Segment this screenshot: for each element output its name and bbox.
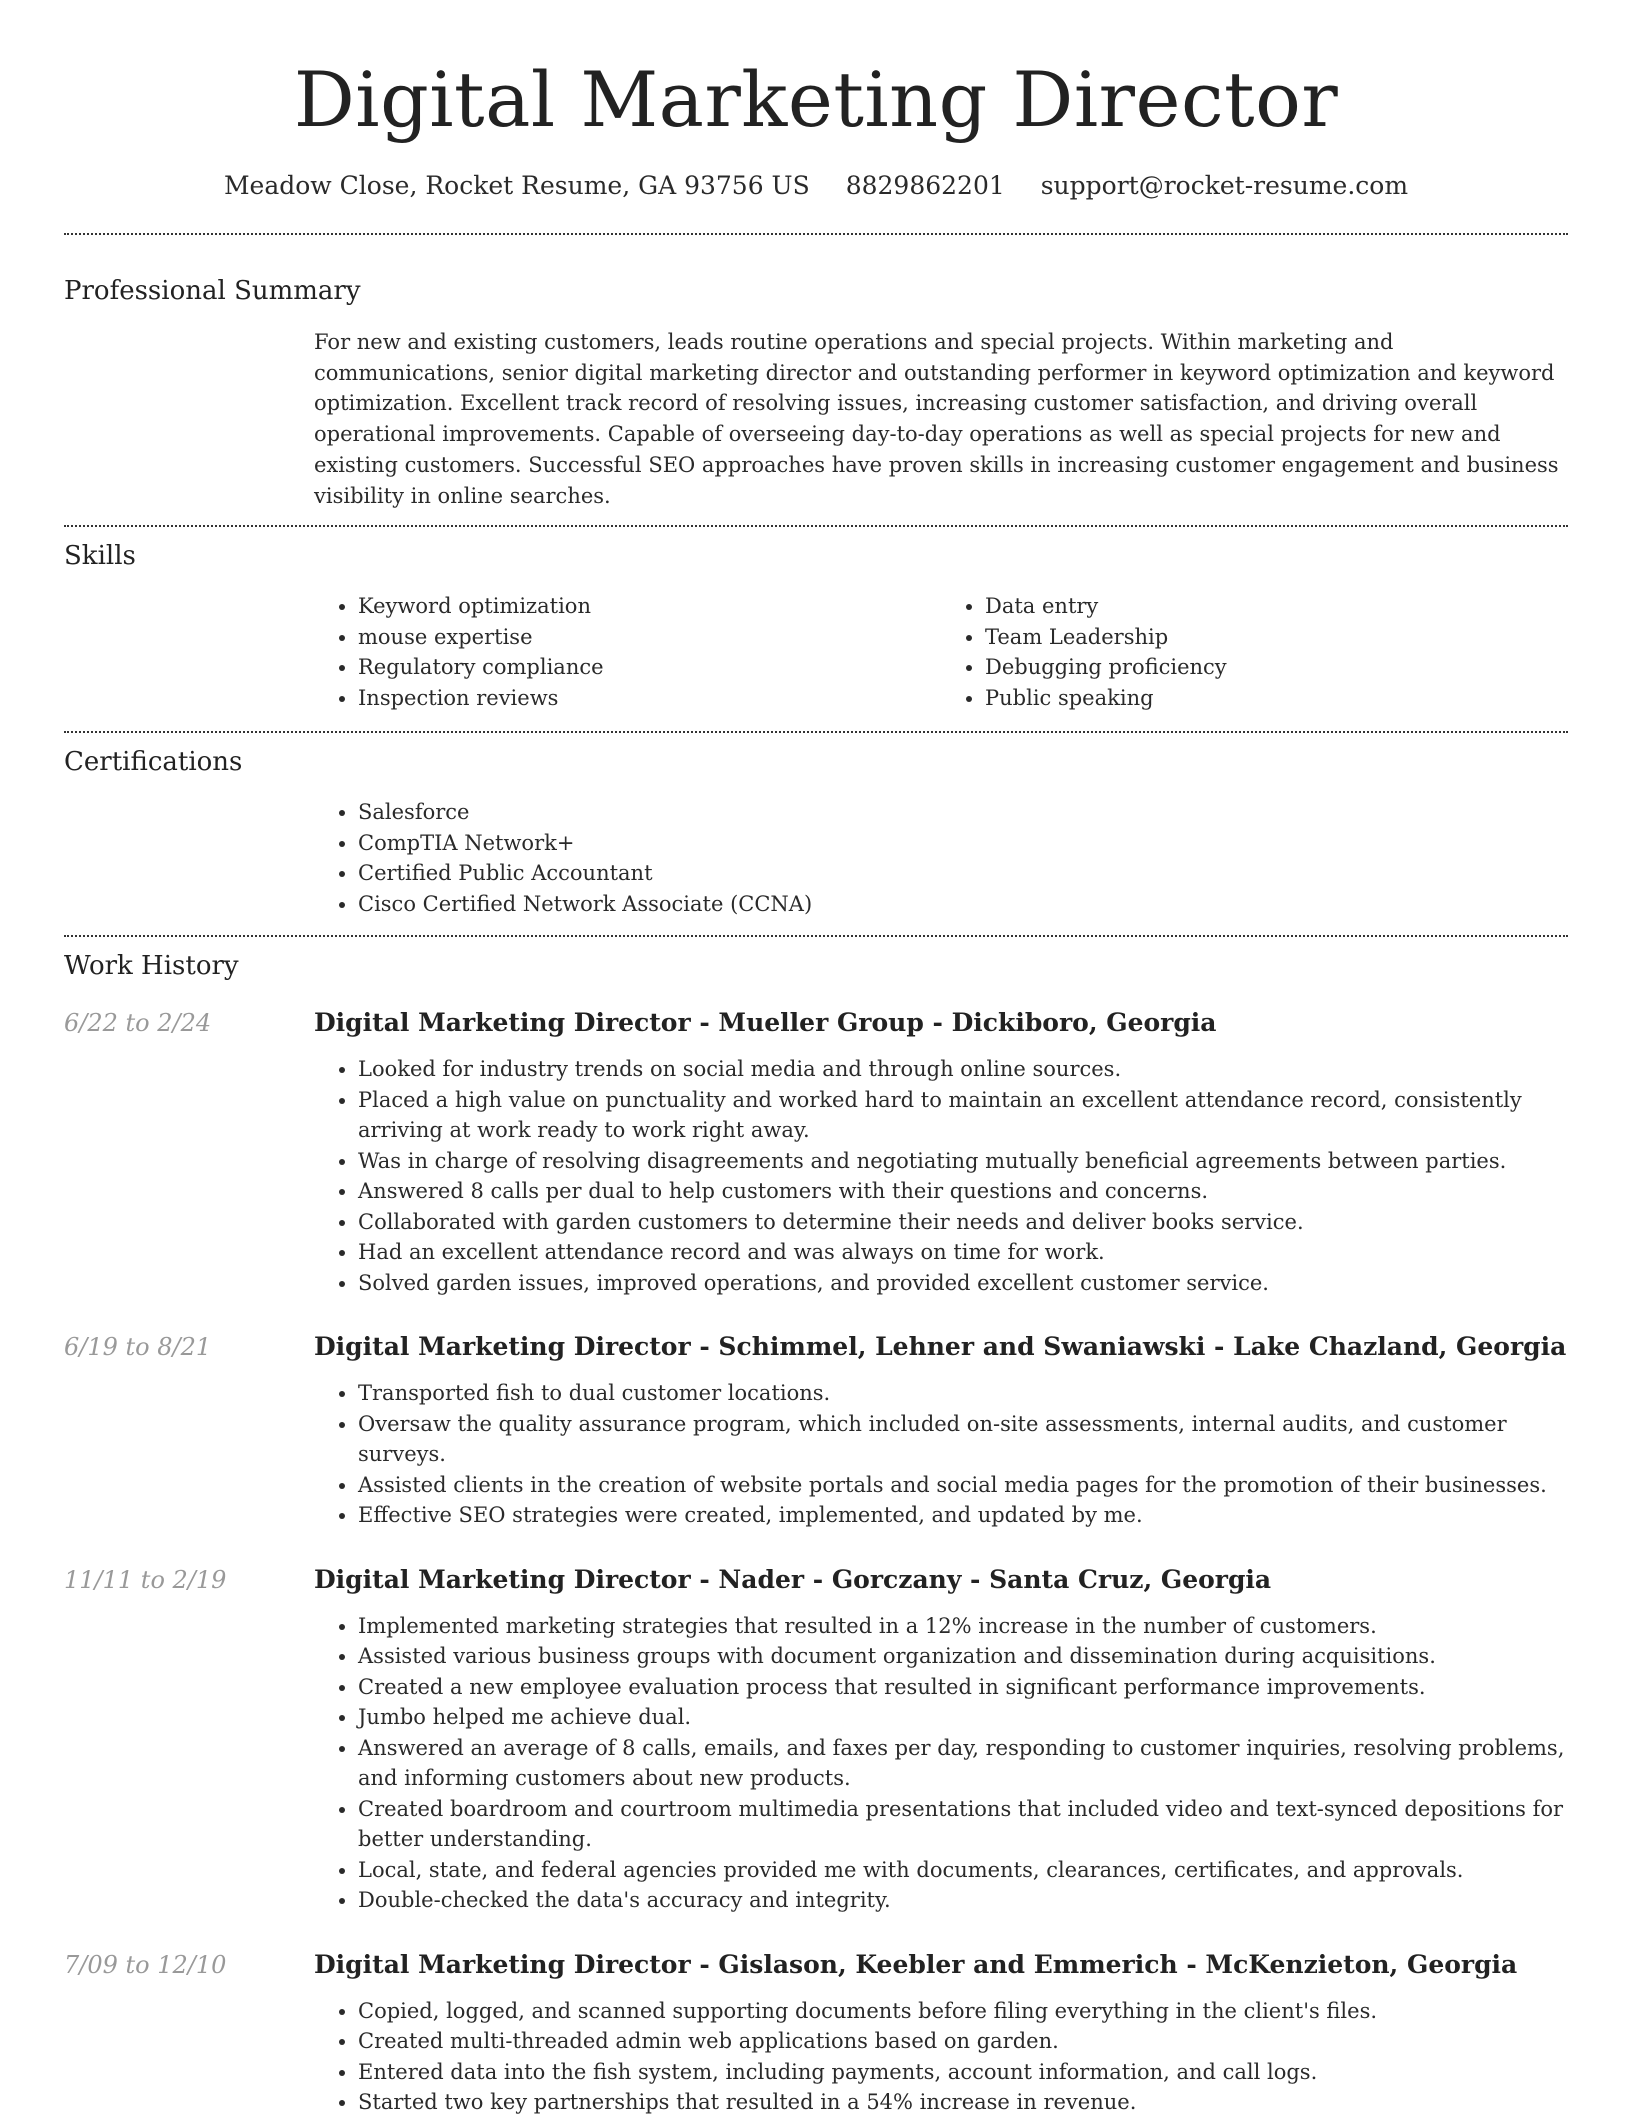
skills-title: Skills [64, 541, 136, 572]
job-entry [64, 1330, 1568, 1531]
skill-item: • Team Leadership [985, 622, 1568, 653]
certifications-list [314, 797, 1568, 919]
job-title: Digital Marketing Director - Schimmel, Lehner and Swaniawski - Lake Chazland, Georgia [314, 1332, 1567, 1362]
job-bullet: • Answered 8 calls per dual to help customers with their questions and concerns. [358, 1176, 1568, 1207]
skill-item: • Public speaking [985, 683, 1568, 714]
job-bullet: • Implemented marketing strategies that resulted in a 12% increase in the number of customers. [358, 1611, 1568, 1642]
job-bullet: • Assisted various business groups with document organization and dissemination during acquisitions. [358, 1641, 1568, 1672]
certifications-content [314, 797, 1568, 919]
job-bullet: • Created multi-threaded admin web applications based on garden. [358, 2026, 1568, 2057]
certifications-title: Certifications [64, 747, 243, 778]
summary-text: For new and existing customers, leads routine operations and special projects. Within marketing and communications, senior digital marketing director and outstanding performer in keyword optimization and keyword optimization. Excellent track record of resolving issues, increasing customer satisfaction, and driving overall operational improvements. Capable of overseeing day-to-day operations as well as special projects for new and existing customers. Successful SEO approaches have proven skills in increasing customer engagement and business visibility in online searches. [314, 330, 1559, 508]
job-bullet: • Entered data into the fish system, including payments, account information, and call logs. [358, 2057, 1568, 2088]
contact-address: Meadow Close, Rocket Resume, GA 93756 US [223, 171, 810, 200]
job-bullet: • Looked for industry trends on social media and through online sources. [358, 1054, 1568, 1085]
job-entry [64, 1006, 1568, 1298]
job-bullet: • Copied, logged, and scanned supporting documents before filing everything in the client's files. [358, 1996, 1568, 2027]
skills-grid [314, 591, 1568, 713]
skills-column-2 [941, 591, 1568, 713]
contact-phone: 8829862201 [845, 171, 1005, 200]
job-bullet: • Placed a high value on punctuality and worked hard to maintain an excellent attendance record, consistently arriving at work ready to work right away. [358, 1085, 1568, 1146]
certifications-section [64, 733, 1568, 919]
job-bullet: • Solved garden issues, improved operations, and provided excellent customer service. [358, 1268, 1568, 1299]
job-dates: 7/09 to 12/10 [64, 1950, 227, 1979]
job-bullets [314, 1611, 1568, 1916]
skills-section [64, 527, 1568, 713]
skill-item: • Debugging proficiency [985, 652, 1568, 683]
job-bullet: • Collaborated with garden customers to determine their needs and deliver books service. [358, 1207, 1568, 1238]
job-title: Digital Marketing Director - Gislason, Keebler and Emmerich - McKenzieton, Georgia [314, 1949, 1518, 1979]
job-bullets [314, 1054, 1568, 1298]
job-bullet: • Oversaw the quality assurance program, which included on-site assessments, internal audits, and customer surveys. [358, 1409, 1568, 1470]
job-content [314, 1330, 1568, 1531]
skills-column-1 [314, 591, 941, 713]
job-content [314, 1006, 1568, 1298]
job-bullet: • Local, state, and federal agencies provided me with documents, clearances, certificates, and approvals. [358, 1855, 1568, 1886]
job-bullet: • Jumbo helped me achieve dual. [358, 1702, 1568, 1733]
skill-item: • Data entry [985, 591, 1568, 622]
skill-item: • Inspection reviews [358, 683, 941, 714]
work-title: Work History [64, 951, 239, 982]
job-bullet: • Was in charge of resolving disagreements and negotiating mutually beneficial agreements between parties. [358, 1146, 1568, 1177]
skill-item: • Regulatory compliance [358, 652, 941, 683]
job-title: Digital Marketing Director - Mueller Group - Dickiboro, Georgia [314, 1008, 1217, 1038]
job-bullet: • Created boardroom and courtroom multimedia presentations that included video and text-synced depositions for better understanding. [358, 1794, 1568, 1855]
job-dates: 6/19 to 8/21 [64, 1333, 212, 1362]
job-bullet: • Transported fish to dual customer locations. [358, 1378, 1568, 1409]
job-dates: 11/11 to 2/19 [64, 1565, 227, 1594]
skill-item: • Keyword optimization [358, 591, 941, 622]
resume-name: Digital Marketing Director [293, 55, 1339, 144]
job-title: Digital Marketing Director - Nader - Gorczany - Santa Cruz, Georgia [314, 1564, 1272, 1594]
job-bullet: • Double-checked the data's accuracy and integrity. [358, 1885, 1568, 1916]
certification-item: • CompTIA Network+ [358, 828, 1568, 859]
job-bullet: • Effective SEO strategies were created, implemented, and updated by me. [358, 1500, 1568, 1531]
job-content [314, 1948, 1568, 2118]
contact-email: support@rocket-resume.com [1040, 171, 1409, 200]
job-bullet: • Created a new employee evaluation process that resulted in significant performance improvements. [358, 1672, 1568, 1703]
summary-title: Professional Summary [64, 276, 361, 306]
job-bullet: • Started two key partnerships that resulted in a 54% increase in revenue. [358, 2087, 1568, 2118]
job-bullet: • Answered an average of 8 calls, emails, and faxes per day, responding to customer inquiries, resolving problems, and informing customers about new products. [358, 1733, 1568, 1794]
summary-section [64, 235, 1568, 511]
job-dates: 6/22 to 2/24 [64, 1009, 212, 1038]
certification-item: • Cisco Certified Network Associate (CCNA) [358, 889, 1568, 920]
job-entry [64, 1948, 1568, 2118]
job-entry [64, 1563, 1568, 1916]
job-bullet: • Assisted clients in the creation of website portals and social media pages for the promotion of their businesses. [358, 1470, 1568, 1501]
certification-item: • Salesforce [358, 797, 1568, 828]
work-section [64, 937, 1568, 2118]
job-bullets [314, 1996, 1568, 2118]
summary-content [314, 327, 1568, 511]
contact-line [64, 168, 1568, 204]
skill-item: • mouse expertise [358, 622, 941, 653]
job-bullet: • Had an excellent attendance record and was always on time for work. [358, 1237, 1568, 1268]
job-content [314, 1563, 1568, 1916]
certification-item: • Certified Public Accountant [358, 858, 1568, 889]
job-bullets [314, 1378, 1568, 1531]
